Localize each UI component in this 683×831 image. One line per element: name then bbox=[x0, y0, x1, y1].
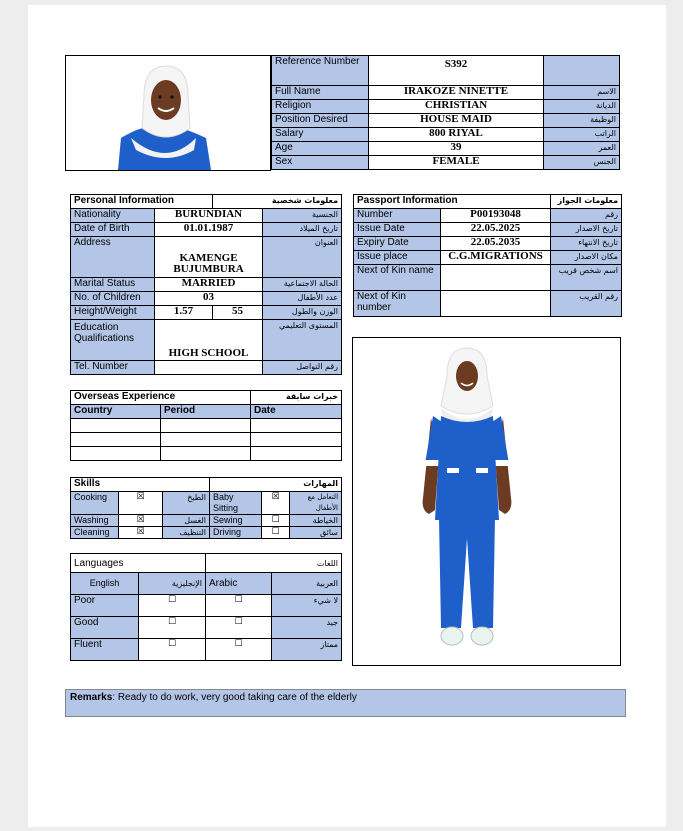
overseas-cell bbox=[71, 419, 161, 433]
overseas-title: Overseas Experience bbox=[71, 391, 251, 405]
passport-number-value: P00193048 bbox=[441, 209, 551, 223]
expiry-date-value: 22.05.2035 bbox=[441, 237, 551, 251]
issue-place-value: C.G.MIGRATIONS bbox=[441, 251, 551, 265]
salary-label: Salary bbox=[272, 128, 369, 142]
skill-cleaning-checkbox[interactable]: ☒ bbox=[119, 527, 163, 539]
issue-date-value: 22.05.2025 bbox=[441, 223, 551, 237]
skill-driving-ar: سائق bbox=[290, 527, 342, 539]
overseas-col-country: Country bbox=[71, 405, 161, 419]
issue-place-ar: مكان الاصدار bbox=[551, 251, 622, 265]
skill-washing-checkbox[interactable]: ☒ bbox=[119, 515, 163, 527]
address-value: KAMENGE BUJUMBURA bbox=[155, 237, 263, 278]
reference-blank bbox=[544, 56, 620, 86]
sex-label: Sex bbox=[272, 156, 369, 170]
lang-level-good-ar: جيد bbox=[272, 617, 342, 639]
height-weight-ar: الوزن والطول bbox=[263, 306, 342, 320]
address-ar: العنوان bbox=[263, 237, 342, 278]
kin-number-label: Next of Kin number bbox=[354, 291, 441, 317]
overseas-cell bbox=[251, 419, 342, 433]
languages-table bbox=[70, 553, 342, 661]
skill-sewing-checkbox[interactable]: ☐ bbox=[262, 515, 290, 527]
education-value: HIGH SCHOOL bbox=[155, 320, 263, 361]
lang-level-poor-ar: لا شيء bbox=[272, 595, 342, 617]
kin-name-ar: اسم شخص قريب bbox=[551, 265, 622, 291]
skill-cleaning-label: Cleaning bbox=[71, 527, 119, 539]
lang-level-fluent-ar: ممتاز bbox=[272, 639, 342, 661]
skill-cooking-checkbox[interactable]: ☒ bbox=[119, 492, 163, 515]
remarks-text: : Ready to do work, very good taking care of the elderly bbox=[112, 692, 357, 703]
personal-info-title: Personal Information bbox=[71, 195, 213, 209]
lang-poor-arabic-checkbox[interactable]: ☐ bbox=[206, 595, 272, 617]
tel-label: Tel. Number bbox=[71, 361, 155, 375]
weight-value: 55 bbox=[213, 306, 263, 320]
religion-ar: الديانة bbox=[544, 100, 620, 114]
nationality-value: BURUNDIAN bbox=[155, 209, 263, 223]
skill-washing-ar: الغسل bbox=[163, 515, 210, 527]
overseas-col-period: Period bbox=[161, 405, 251, 419]
overseas-col-date: Date bbox=[251, 405, 342, 419]
overseas-cell bbox=[161, 447, 251, 461]
sex-ar: الجنس bbox=[544, 156, 620, 170]
remarks-box bbox=[65, 689, 626, 717]
skill-sewing-label: Sewing bbox=[210, 515, 262, 527]
skill-babysitting-label: Baby Sitting bbox=[210, 492, 262, 515]
passport-info-title: Passport Information bbox=[354, 195, 551, 209]
cv-page bbox=[28, 5, 666, 827]
skills-table bbox=[70, 477, 342, 539]
skill-babysitting-checkbox[interactable]: ☒ bbox=[262, 492, 290, 515]
passport-number-label: Number bbox=[354, 209, 441, 223]
full-name-label: Full Name bbox=[272, 86, 369, 100]
skills-title: Skills bbox=[71, 478, 210, 492]
reference-number-label: Reference Number bbox=[272, 56, 369, 86]
skills-title-ar: المهارات bbox=[210, 478, 342, 492]
skill-babysitting-ar: التعامل مع الأطفال bbox=[290, 492, 342, 515]
kin-name-label: Next of Kin name bbox=[354, 265, 441, 291]
remarks-label: Remarks bbox=[70, 692, 113, 703]
lang-fluent-english-checkbox[interactable]: ☐ bbox=[139, 639, 206, 661]
main-info-table bbox=[271, 55, 620, 170]
position-value: HOUSE MAID bbox=[369, 114, 544, 128]
religion-label: Religion bbox=[272, 100, 369, 114]
nationality-ar: الجنسية bbox=[263, 209, 342, 223]
lang-level-poor: Poor bbox=[71, 595, 139, 617]
portrait-photo bbox=[65, 55, 271, 171]
address-label: Address bbox=[71, 237, 155, 278]
skill-cleaning-ar: التنظيف bbox=[163, 527, 210, 539]
overseas-experience-table bbox=[70, 390, 342, 461]
dob-ar: تاريخ الميلاد bbox=[263, 223, 342, 237]
lang-level-fluent: Fluent bbox=[71, 639, 139, 661]
expiry-date-ar: تاريخ الانتهاء bbox=[551, 237, 622, 251]
skill-driving-label: Driving bbox=[210, 527, 262, 539]
lang-english-ar: الإنجليزية bbox=[139, 573, 206, 595]
education-label: Education Qualifications bbox=[71, 320, 155, 361]
sex-value: FEMALE bbox=[369, 156, 544, 170]
children-ar: عدد الأطفال bbox=[263, 292, 342, 306]
marital-label: Marital Status bbox=[71, 278, 155, 292]
position-ar: الوظيفة bbox=[544, 114, 620, 128]
full-name-value: IRAKOZE NINETTE bbox=[369, 86, 544, 100]
height-weight-label: Height/Weight bbox=[71, 306, 155, 320]
kin-number-value bbox=[441, 291, 551, 317]
dob-label: Date of Birth bbox=[71, 223, 155, 237]
lang-good-english-checkbox[interactable]: ☐ bbox=[139, 617, 206, 639]
overseas-title-ar: خبرات سابقة bbox=[251, 391, 342, 405]
lang-english-label: English bbox=[71, 573, 139, 595]
children-label: No. of Children bbox=[71, 292, 155, 306]
marital-ar: الحالة الاجتماعية bbox=[263, 278, 342, 292]
nationality-label: Nationality bbox=[71, 209, 155, 223]
religion-value: CHRISTIAN bbox=[369, 100, 544, 114]
dob-value: 01.01.1987 bbox=[155, 223, 263, 237]
age-ar: العمر bbox=[544, 142, 620, 156]
tel-ar: رقم التواصل bbox=[263, 361, 342, 375]
issue-date-label: Issue Date bbox=[354, 223, 441, 237]
children-value: 03 bbox=[155, 292, 263, 306]
lang-arabic-label: Arabic bbox=[206, 573, 272, 595]
passport-number-ar: رقم bbox=[551, 209, 622, 223]
passport-info-table bbox=[353, 194, 622, 317]
overseas-cell bbox=[71, 433, 161, 447]
expiry-date-label: Expiry Date bbox=[354, 237, 441, 251]
height-value: 1.57 bbox=[155, 306, 213, 320]
skill-washing-label: Washing bbox=[71, 515, 119, 527]
age-value: 39 bbox=[369, 142, 544, 156]
personal-info-title-ar: معلومات شخصية bbox=[213, 195, 342, 209]
passport-info-title-ar: معلومات الجواز bbox=[551, 195, 622, 209]
lang-arabic-ar: العربية bbox=[272, 573, 342, 595]
skill-cooking-label: Cooking bbox=[71, 492, 119, 515]
issue-place-label: Issue place bbox=[354, 251, 441, 265]
marital-value: MARRIED bbox=[155, 278, 263, 292]
kin-number-ar: رقم القريب bbox=[551, 291, 622, 317]
lang-fluent-arabic-checkbox[interactable]: ☐ bbox=[206, 639, 272, 661]
overseas-cell bbox=[161, 433, 251, 447]
position-label: Position Desired bbox=[272, 114, 369, 128]
overseas-cell bbox=[251, 433, 342, 447]
full-body-photo bbox=[352, 337, 621, 666]
issue-date-ar: تاريخ الاصدار bbox=[551, 223, 622, 237]
kin-name-value bbox=[441, 265, 551, 291]
personal-info-table bbox=[70, 194, 342, 375]
skill-sewing-ar: الخياطة bbox=[290, 515, 342, 527]
overseas-cell bbox=[71, 447, 161, 461]
skill-cooking-ar: الطبخ bbox=[163, 492, 210, 515]
overseas-cell bbox=[161, 419, 251, 433]
salary-value: 800 RIYAL bbox=[369, 128, 544, 142]
skill-driving-checkbox[interactable]: ☐ bbox=[262, 527, 290, 539]
lang-good-arabic-checkbox[interactable]: ☐ bbox=[206, 617, 272, 639]
salary-ar: الراتب bbox=[544, 128, 620, 142]
tel-value bbox=[155, 361, 263, 375]
age-label: Age bbox=[272, 142, 369, 156]
overseas-cell bbox=[251, 447, 342, 461]
languages-title: Languages bbox=[71, 554, 206, 573]
full-name-ar: الاسم bbox=[544, 86, 620, 100]
lang-poor-english-checkbox[interactable]: ☐ bbox=[139, 595, 206, 617]
education-ar: المستوى التعليمي bbox=[263, 320, 342, 361]
lang-level-good: Good bbox=[71, 617, 139, 639]
reference-number-value: S392 bbox=[369, 56, 544, 86]
languages-title-ar: اللغات bbox=[206, 554, 342, 573]
